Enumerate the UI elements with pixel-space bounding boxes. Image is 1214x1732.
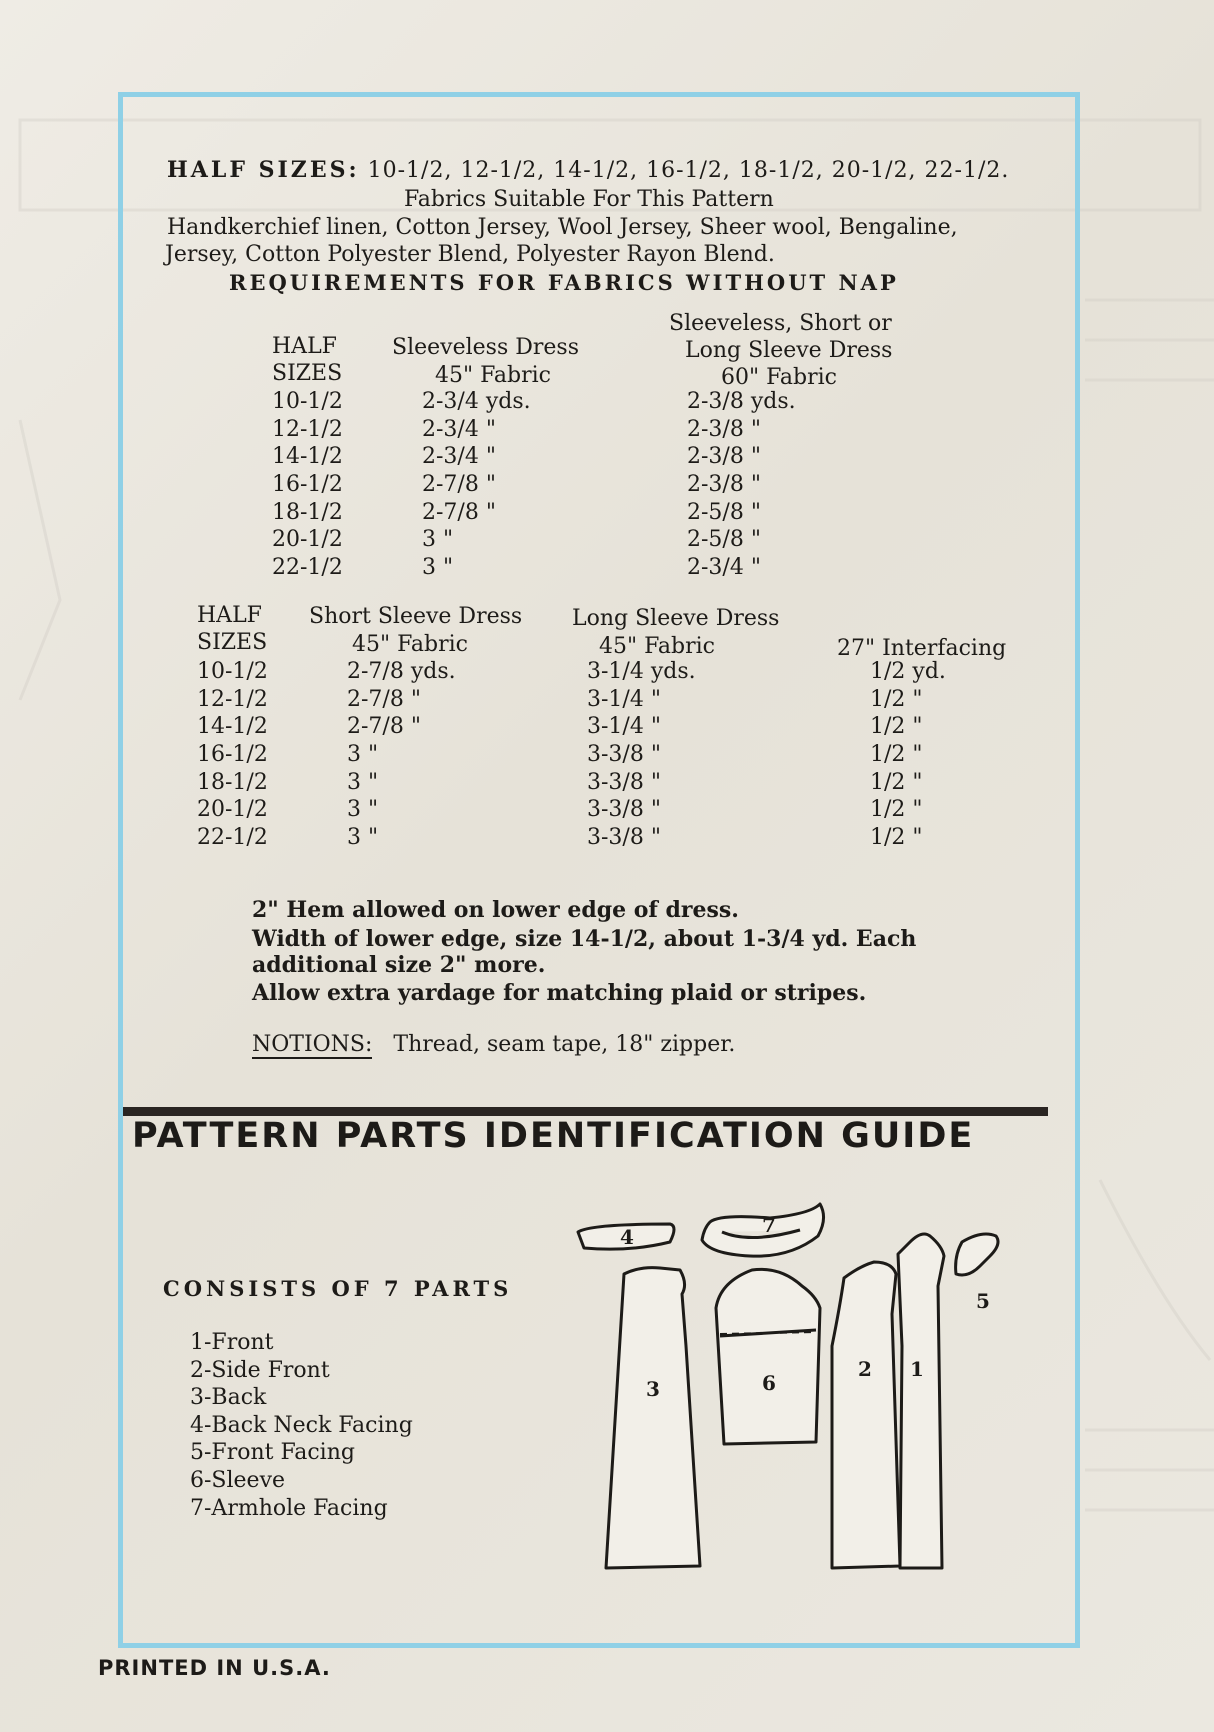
- table-row: [272, 472, 887, 500]
- interfacing-27-cell: 1/2 yd.: [870, 659, 946, 684]
- sleeveless-45-cell: 2-3/4 ": [422, 416, 496, 442]
- sleeve-60-cell: 2-3/8 ": [687, 416, 761, 442]
- t2-col-b-header-1: Long Sleeve Dress: [572, 606, 780, 631]
- sleeve-60-cell: 2-5/8 ": [687, 499, 761, 525]
- table-sleeveless: [272, 389, 887, 583]
- t1-sizes-header-2: SIZES: [272, 361, 343, 386]
- size-cell: 16-1/2: [272, 472, 343, 498]
- requirements-panel: [123, 97, 1075, 1102]
- t1-col-b-header-1: Long Sleeve Dress: [685, 338, 893, 363]
- t2-sizes-header-2: SIZES: [197, 630, 268, 655]
- t2-col-c-header-2: 27" Interfacing: [837, 636, 1007, 661]
- interfacing-27-cell: 1/2 ": [870, 742, 923, 768]
- piece-label-3: 3: [646, 1377, 660, 1401]
- table-row: [197, 687, 1010, 715]
- piece-label-1: 1: [910, 1357, 924, 1381]
- notions-label: NOTIONS:: [252, 1032, 373, 1057]
- short-sleeve-45-cell: 3 ": [347, 742, 379, 768]
- piece-back: [606, 1268, 700, 1568]
- size-cell: 14-1/2: [272, 444, 343, 470]
- size-cell: 10-1/2: [197, 659, 268, 684]
- table-sleeves-body: [197, 659, 1010, 853]
- table-row: [272, 417, 887, 445]
- table-row: [197, 797, 1010, 825]
- short-sleeve-45-cell: 3 ": [347, 769, 379, 795]
- half-sizes-values: 10-1/2, 12-1/2, 14-1/2, 16-1/2, 18-1/2, 20-1/2, 22-1/2.: [367, 158, 1010, 183]
- sleeveless-45-cell: 2-7/8 ": [422, 472, 496, 498]
- table-sleeves: [197, 659, 1010, 853]
- t1-col-a-header-2: 45" Fabric: [435, 363, 551, 388]
- sleeve-60-cell: 2-3/8 yds.: [687, 389, 796, 414]
- size-cell: 18-1/2: [197, 769, 268, 795]
- half-sizes-line: [167, 157, 1009, 184]
- t1-col-b-header-0: Sleeveless, Short or: [669, 311, 892, 336]
- table-row: [197, 659, 1010, 687]
- consists-heading: CONSISTS OF 7 PARTS: [163, 1276, 513, 1301]
- table-row: [197, 742, 1010, 770]
- sleeveless-45-cell: 3 ": [422, 555, 454, 581]
- sleeveless-45-cell: 2-3/4 ": [422, 444, 496, 470]
- t2-col-a-header-2: 45" Fabric: [352, 632, 468, 657]
- part-list-item: 5-Front Facing: [190, 1440, 355, 1466]
- long-sleeve-45-cell: 3-1/4 yds.: [587, 659, 696, 684]
- fabrics-title: Fabrics Suitable For This Pattern: [404, 187, 774, 212]
- t1-sizes-header-1: HALF: [272, 334, 337, 359]
- sleeveless-45-cell: 3 ": [422, 527, 454, 553]
- table-row: [272, 555, 887, 583]
- short-sleeve-45-cell: 2-7/8 ": [347, 686, 421, 712]
- piece-label-2: 2: [858, 1357, 872, 1381]
- piece-label-4: 4: [620, 1225, 634, 1249]
- t2-sizes-header-1: HALF: [197, 603, 262, 628]
- requirements-title: REQUIREMENTS FOR FABRICS WITHOUT NAP: [229, 270, 899, 295]
- note-plaid: Allow extra yardage for matching plaid or stripes.: [252, 980, 867, 1006]
- size-cell: 20-1/2: [272, 527, 343, 553]
- interfacing-27-cell: 1/2 ": [870, 686, 923, 712]
- pattern-pieces-illustration: [570, 1196, 1040, 1596]
- t1-col-a-header-1: Sleeveless Dress: [392, 335, 579, 360]
- long-sleeve-45-cell: 3-3/8 ": [587, 797, 661, 823]
- size-cell: 20-1/2: [197, 797, 268, 823]
- part-list-item: 7-Armhole Facing: [190, 1495, 388, 1521]
- sleeve-60-cell: 2-3/8 ": [687, 472, 761, 498]
- t2-col-b-header-2: 45" Fabric: [599, 634, 715, 659]
- notions-value: Thread, seam tape, 18" zipper.: [393, 1032, 736, 1057]
- short-sleeve-45-cell: 2-7/8 ": [347, 714, 421, 740]
- guide-title: PATTERN PARTS IDENTIFICATION GUIDE: [132, 1116, 975, 1156]
- table-row: [272, 389, 887, 417]
- printed-in-usa: PRINTED IN U.S.A.: [98, 1656, 331, 1680]
- table-row: [197, 714, 1010, 742]
- piece-side-front: [832, 1262, 900, 1568]
- t1-col-b-header-2: 60" Fabric: [721, 365, 837, 390]
- size-cell: 22-1/2: [272, 555, 343, 581]
- note-additional: additional size 2" more.: [252, 952, 546, 978]
- long-sleeve-45-cell: 3-1/4 ": [587, 714, 661, 740]
- part-list-item: 6-Sleeve: [190, 1467, 286, 1493]
- notions-line: [252, 1032, 735, 1058]
- interfacing-27-cell: 1/2 ": [870, 769, 923, 795]
- piece-front-facing: [956, 1234, 998, 1275]
- short-sleeve-45-cell: 2-7/8 yds.: [347, 659, 456, 684]
- size-cell: 14-1/2: [197, 714, 268, 740]
- table-row: [197, 825, 1010, 853]
- sleeve-60-cell: 2-5/8 ": [687, 527, 761, 553]
- half-sizes-label: HALF SIZES:: [167, 157, 360, 183]
- table-row: [197, 770, 1010, 798]
- piece-front: [898, 1234, 944, 1568]
- size-cell: 16-1/2: [197, 742, 268, 768]
- long-sleeve-45-cell: 3-3/8 ": [587, 825, 661, 851]
- t2-col-a-header-1: Short Sleeve Dress: [309, 604, 523, 629]
- long-sleeve-45-cell: 3-1/4 ": [587, 686, 661, 712]
- table-row: [272, 500, 887, 528]
- fabrics-line-1: Handkerchief linen, Cotton Jersey, Wool Jersey, Sheer wool, Bengaline,: [167, 215, 958, 240]
- piece-sleeve: [716, 1269, 820, 1444]
- parts-list: [190, 1329, 413, 1522]
- part-list-item: 4-Back Neck Facing: [190, 1412, 413, 1438]
- table-row: [272, 527, 887, 555]
- note-hem: 2" Hem allowed on lower edge of dress.: [252, 897, 739, 923]
- sleeveless-45-cell: 2-3/4 yds.: [422, 389, 531, 414]
- sleeveless-45-cell: 2-7/8 ": [422, 499, 496, 525]
- long-sleeve-45-cell: 3-3/8 ": [587, 742, 661, 768]
- section-divider: [123, 1107, 1048, 1116]
- part-list-item: 1-Front: [190, 1330, 274, 1355]
- long-sleeve-45-cell: 3-3/8 ": [587, 769, 661, 795]
- part-list-item: 2-Side Front: [190, 1357, 330, 1383]
- note-width: Width of lower edge, size 14-1/2, about 1-3/4 yd. Each: [252, 926, 917, 952]
- table-row: [272, 444, 887, 472]
- sleeve-60-cell: 2-3/8 ": [687, 444, 761, 470]
- interfacing-27-cell: 1/2 ": [870, 797, 923, 823]
- size-cell: 22-1/2: [197, 825, 268, 851]
- size-cell: 12-1/2: [272, 416, 343, 442]
- part-list-item: 3-Back: [190, 1385, 267, 1411]
- interfacing-27-cell: 1/2 ": [870, 825, 923, 851]
- size-cell: 10-1/2: [272, 389, 343, 414]
- piece-label-5: 5: [976, 1289, 990, 1313]
- size-cell: 12-1/2: [197, 686, 268, 712]
- table-sleeveless-body: [272, 389, 887, 583]
- short-sleeve-45-cell: 3 ": [347, 825, 379, 851]
- size-cell: 18-1/2: [272, 499, 343, 525]
- sleeve-60-cell: 2-3/4 ": [687, 555, 761, 581]
- short-sleeve-45-cell: 3 ": [347, 797, 379, 823]
- interfacing-27-cell: 1/2 ": [870, 714, 923, 740]
- piece-label-7: 7: [762, 1213, 776, 1237]
- fabrics-line-2: Jersey, Cotton Polyester Blend, Polyester Rayon Blend.: [165, 242, 775, 267]
- piece-label-6: 6: [762, 1371, 776, 1395]
